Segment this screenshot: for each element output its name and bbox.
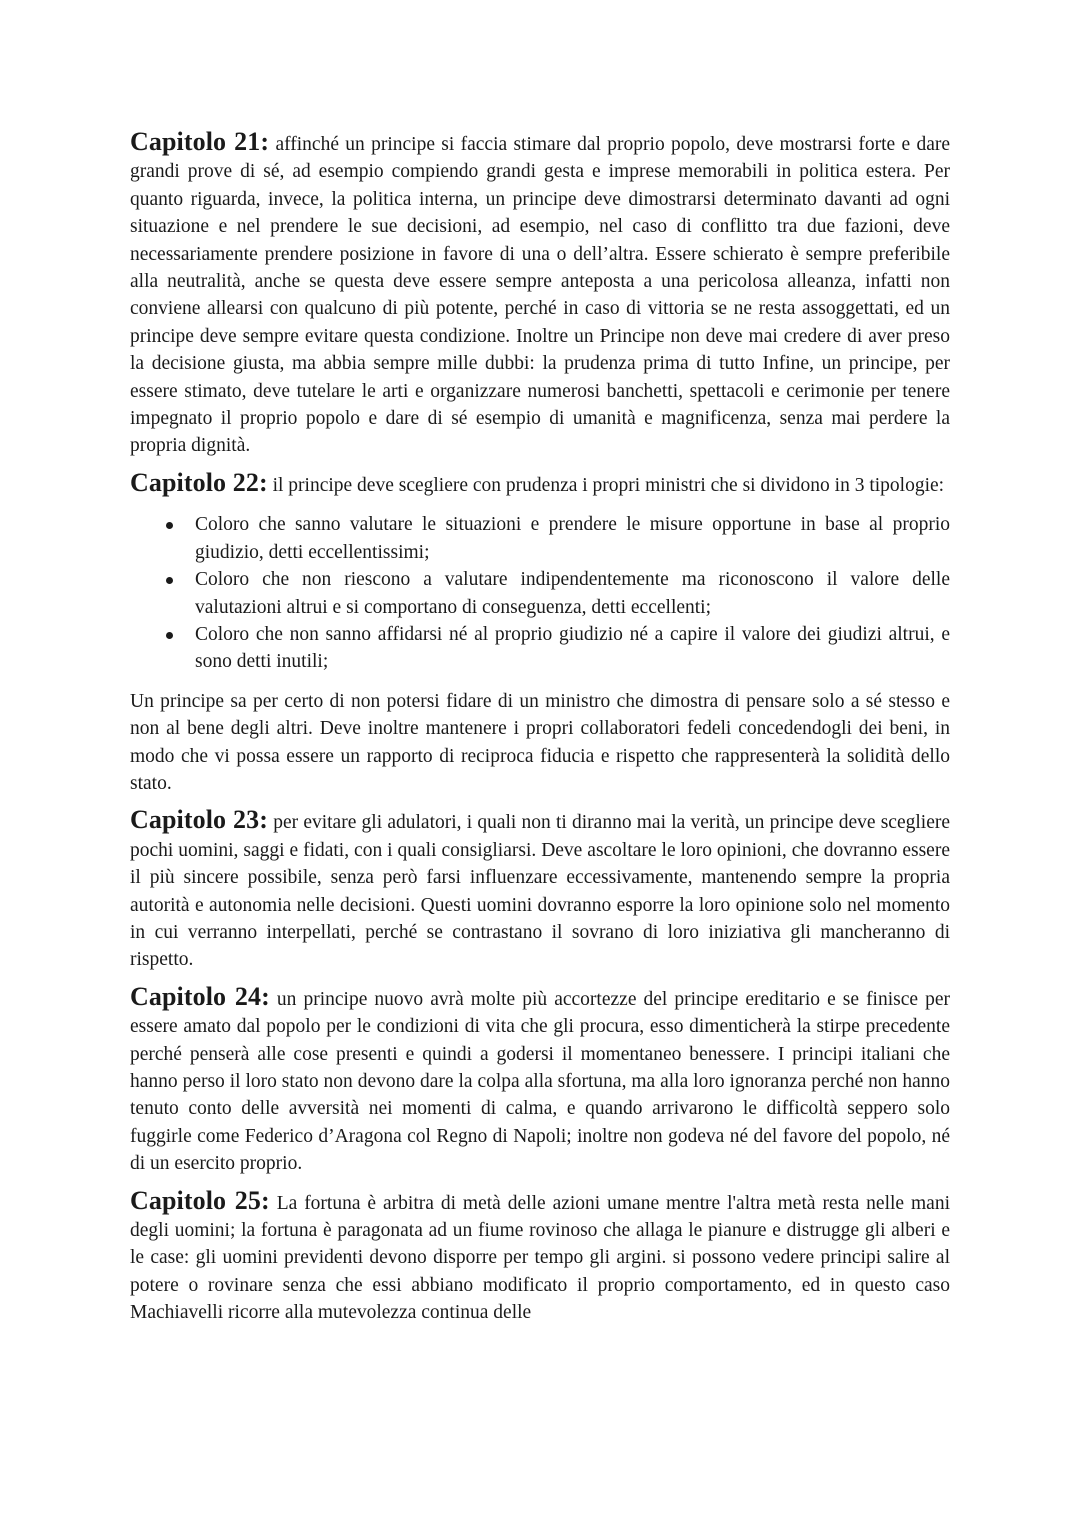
chapter-23-heading: Capitolo 23: [130,805,269,835]
chapter-21-heading: Capitolo 21: [130,127,270,156]
minister-types-list [130,511,950,675]
chapter-22-conclusion: Un principe sa per certo di non potersi fidare di un ministro che dimostra di pensare solo a sé stesso e non al bene degli altri. Deve inoltre mantenere i propri collaboratori fedeli concedendogli dei beni, in modo che vi possa essere un rapporto di reciproca fiducia e rispetto che rappresenterà la solidità dello stato. [130,690,950,794]
chapter-25-text: La fortuna è arbitra di metà delle azioni umane mentre l'altra metà resta nelle mani degli uomini; la fortuna è paragonata ad un fiume rovinoso che allaga le pianure e distrugge gli alberi e le case: gli uomini previdenti devono disporre per tempo gli argini. si possono vedere principi salire al potere o rovinare senza che essi abbiano modificato il proprio comportamento, ed in questo caso Machiavelli ricorre alla mutevolezza continua delle [130,1192,950,1324]
chapter-24-text: un principe nuovo avrà molte più accortezze del principe ereditario e se finisce per essere amato dal popolo per le condizioni di vita che gli procura, esso dimenticherà la stirpe precedente perché penserà alle cose presenti e quindi a godersi il momentaneo benessere. I principi italiani che hanno perso il loro stato non devono dare la colpa alla sfortuna, ma alla loro ignoranza perché non hanno tenuto conto delle avversità nei momenti di calma, e quando arrivarono le difficoltà seppero solo fuggirle come Federico d’Aragona col Regno di Napoli; inoltre non godeva né del favore del popolo, né di un esercito proprio. [130,988,950,1175]
list-item-text: Coloro che non riescono a valutare indipendentemente ma riconoscono il valore delle valutazioni altrui e si comportano di conseguenza, detti eccellenti; [195,569,950,618]
chapter-25-paragraph [130,1187,950,1327]
chapter-21-text: affinché un principe si faccia stimare dal proprio popolo, deve mostrarsi forte e dare grandi prove di sé, ad esempio compiendo grandi gesta e imprese memorabili in politica estera. Per quanto riguarda, invece, la politica interna, un principe deve dimostrarsi determinato davanti ad ogni situazione e nel prendere le sue decisioni, ad esempio, nel caso di conflitto tra due fazioni, deve necessariamente prendere posizione in favore di una o dell’altra. Essere schierato è sempre preferibile alla neutralità, anche se questa deve essere sempre anteposta a una pericolosa alleanza, infatti non conviene allearsi con qualcuno di più potente, perché in caso di vittoria se ne resta assoggettati, ed un principe deve sempre evitare questa condizione. Inoltre un Principe non deve mai credere di aver preso la decisione giusta, ma abbia sempre mille dubbi: la prudenza prima di tutto Infine, un principe, per essere stimato, deve tutelare le arti e organizzare numerosi banchetti, spettacoli e cerimonie per tenere impegnato il proprio popolo e dare di sé esempio di umanità e magnificenza, senza mai perdere la propria dignità. [130,134,950,457]
chapter-23-paragraph [130,806,950,973]
list-item-text: Coloro che sanno valutare le situazioni e prendere le misure opportune in base al proprio giudizio, detti eccellentissimi; [195,514,950,563]
chapter-22-paragraph [130,469,950,499]
bullet-icon [166,632,173,639]
chapter-21-paragraph [130,128,950,460]
chapter-25-heading: Capitolo 25: [130,1185,270,1215]
list-item [130,511,950,566]
list-item [130,621,950,676]
chapter-24-paragraph [130,983,950,1178]
chapter-22-heading: Capitolo 22: [130,467,268,497]
list-item-text: Coloro che non sanno affidarsi né al proprio giudizio né a capire il valore dei giudizi altrui, e sono detti inutili; [195,623,950,673]
list-item [130,566,950,621]
bullet-icon [166,577,173,584]
document-page [130,128,950,1336]
chapter-22-text: il principe deve scegliere con prudenza i propri ministri che si dividono in 3 tipologie: [267,474,945,496]
bullet-icon [166,522,173,529]
chapter-23-text: per evitare gli adulatori, i quali non ti diranno mai la verità, un principe deve scegliere pochi uomini, saggi e fidati, con i quali consigliarsi. Deve ascoltare le loro opinioni, che dovranno essere il più sincere possibile, senza però farsi influenzare eccessivamente, mantenendo sempre la propria autorità e autonomia nelle decisioni. Questi uomini dovranno esporre la loro opinione solo nel momento in cui verranno interpellati, perché se contrastano il sovrano di loro iniziativa gli mancheranno di rispetto. [130,812,950,971]
chapter-24-heading: Capitolo 24: [130,981,270,1011]
